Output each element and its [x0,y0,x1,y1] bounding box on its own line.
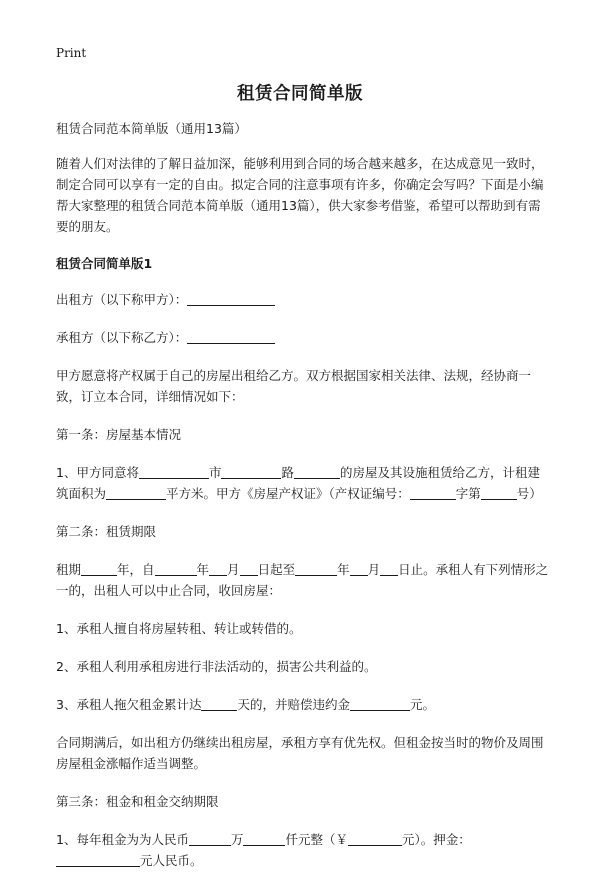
article1-clause1 [56,462,550,504]
text-segment: 年，自 [117,562,155,577]
lessor-blank [187,292,275,306]
lessor-label: 出租方（以下称甲方）： [56,292,188,307]
text-segment: 的房屋及其设施租赁给乙方，计租建筑面积为 [56,465,541,501]
termination-item-3 [56,694,550,715]
text-segment: 月 [367,562,381,577]
end-day-blank [380,562,398,576]
rent-wan-blank [189,832,231,846]
text-segment: 平方米。甲方《房屋产权证》（产权证编号： [166,486,410,501]
deposit-blank [56,853,140,867]
lessor-line [56,289,550,310]
text-segment: 租期 [56,562,82,577]
lessee-label: 承租方（以下称乙方）： [56,330,188,345]
penalty-amount-blank [350,697,410,711]
lessee-line [56,327,550,348]
city-blank [139,465,209,479]
text-segment: 1、甲方同意将 [56,465,139,480]
intro-paragraph: 随着人们对法律的了解日益加深，能够利用到合同的场合越来越多，在达成意见一致时，制定合同可以享有一定的自由。拟定合同的注意事项有许多，你确定会写吗？下面是小编帮大家整理的租赁合同范本简单版（通用13篇），供大家参考借鉴，希望可以帮助到有需要的朋友。 [56,156,544,234]
section-title: 租赁合同简单版1 [56,256,153,271]
start-day-blank [240,562,258,576]
text-segment: 元）。押金： [402,832,471,847]
text-segment: 天的，并赔偿违约金 [237,697,350,712]
print-link[interactable]: Print [56,46,87,60]
lease-years-blank [81,562,117,576]
text-segment: 万 [230,832,244,847]
text-segment: 元。 [409,697,435,712]
text-segment: 市 [208,465,222,480]
lessee-blank [187,330,275,344]
rent-qian-blank [243,832,285,846]
document-body [56,118,550,888]
overdue-days-blank [201,697,237,711]
road-blank [221,465,281,479]
termination-item-2: 2、承租人利用承租房进行非法活动的，损害公共利益的。 [56,659,377,674]
rent-figure-blank [348,832,402,846]
text-segment: 日止。承租人有下列情形之一的，出租人可以中止合同，收回房屋： [56,562,549,598]
article1-title: 第一条：房屋基本情况 [56,427,182,442]
text-segment: 3、承租人拖欠租金累计达 [56,697,202,712]
certificate-number-blank [410,486,456,500]
number-blank [294,465,340,479]
document-subtitle: 租赁合同范本简单版（通用13篇） [56,121,247,136]
end-year-blank [295,562,337,576]
text-segment: 月 [227,562,240,577]
agreement-paragraph: 甲方愿意将产权属于自己的房屋出租给乙方。双方根据国家相关法律、法规，经协商一致，订立本合同，详细情况如下： [56,368,532,404]
text-segment: 路 [281,465,294,480]
article2-title: 第二条：租赁期限 [56,524,157,539]
text-segment: 号） [516,486,542,501]
article3-clause1 [56,829,550,871]
article2-clause [56,559,550,601]
start-month-blank [209,562,227,576]
text-segment: 年 [337,562,350,577]
text-segment: 日起至 [257,562,296,577]
text-segment: 1、每年租金为为人民币 [56,832,189,847]
document-title: 租赁合同简单版 [237,84,363,104]
end-month-blank [350,562,368,576]
text-segment: 年 [196,562,210,577]
text-segment: 仟元整（￥ [285,832,348,847]
article3-title: 第三条：租金和租金交纳期限 [56,794,219,809]
expiry-paragraph: 合同期满后，如出租方仍继续出租房屋，承租方享有优先权。但租金按当时的物价及周围房屋租金涨幅作适当调整。 [56,735,544,771]
text-segment: 元人民币。 [140,853,203,868]
area-blank [106,486,166,500]
text-segment: 字第 [455,486,481,501]
termination-item-1: 1、承租人擅自将房屋转租、转让或转借的。 [56,621,302,636]
start-year-blank [155,562,197,576]
certificate-sequence-blank [481,486,517,500]
